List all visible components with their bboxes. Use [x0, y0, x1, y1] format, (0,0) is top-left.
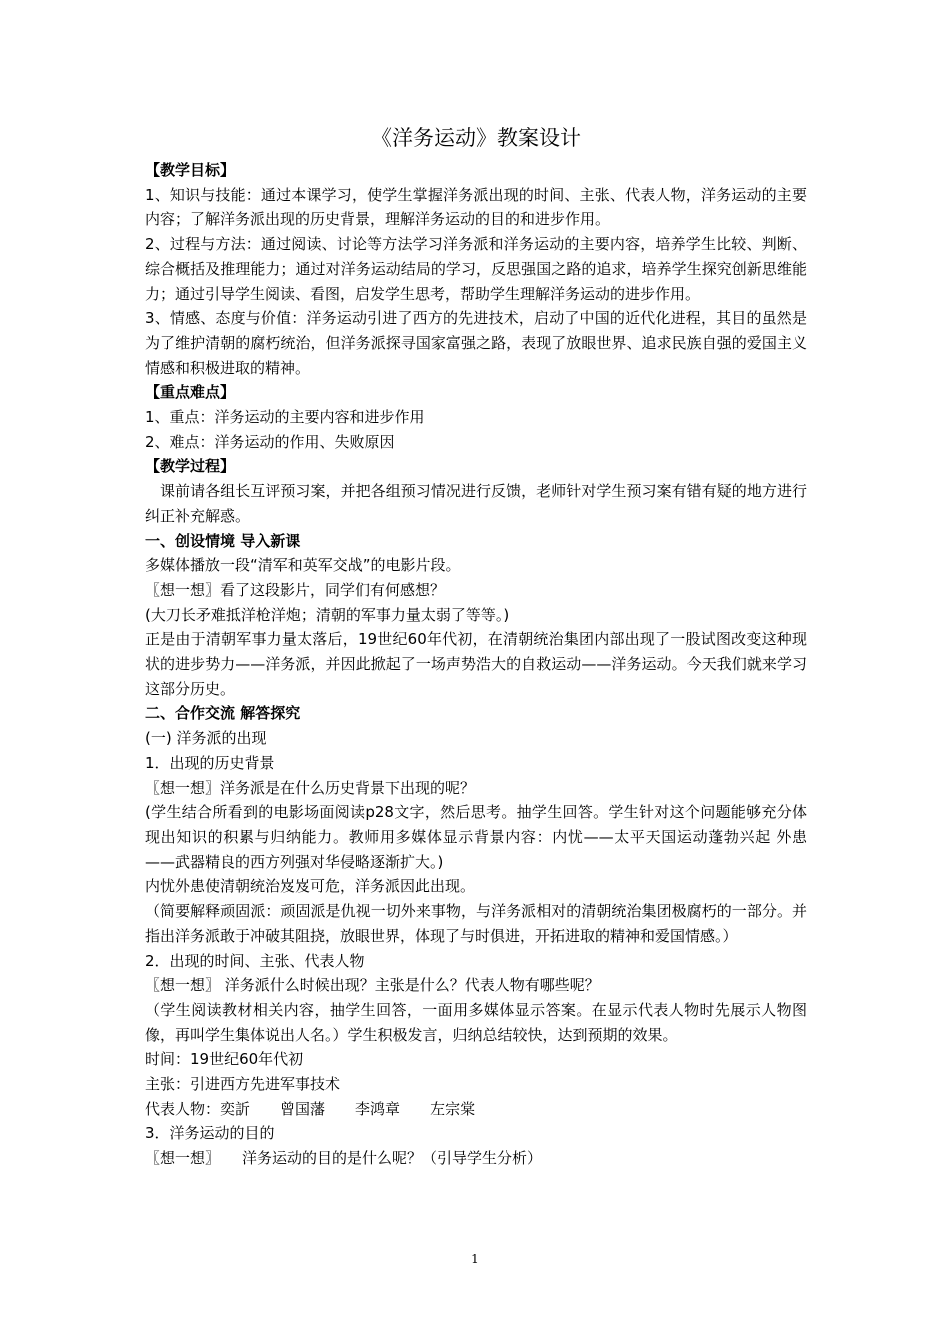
part2-heading: 二、合作交流 解答探究	[145, 704, 301, 723]
subsection-1-1-note: （简要解释顽固派：顽固派是仇视一切外来事物，与洋务派相对的清朝统治集团极腐朽的一部分。并指出洋务派敢于冲破其阻挠，放眼世界，体现了与时俱进，开拓进取的精神和爱国情感。）	[145, 902, 807, 945]
question-label: 〖想一想〗	[145, 1149, 221, 1168]
figure-name: 李鸿章	[355, 1099, 401, 1118]
figures-label: 代表人物：	[145, 1099, 221, 1118]
subsection-1-2: 2．出现的时间、主张、代表人物	[145, 951, 365, 970]
claim-line: 主张：引进西方先进军事技术	[145, 1075, 341, 1094]
part1-heading: 一、创设情境 导入新课	[145, 531, 301, 550]
time-line: 时间：19世纪60年代初	[145, 1050, 304, 1069]
subsection-1-2-answer: （学生阅读教材相关内容，抽学生回答，一面用多媒体显示答案。在显示代表人物时先展示人物图像，再叫学生集体说出人名。）学生积极发言，归纳总结较快，达到预期的效果。	[145, 1000, 807, 1044]
subsection-1: (一) 洋务派的出现	[145, 729, 267, 748]
keypoint-2: 2、难点：洋务运动的作用、失败原因	[145, 432, 395, 451]
objective-1: 1、知识与技能：通过本课学习，使学生掌握洋务派出现的时间、主张、代表人物，洋务运动的主要内容；了解洋务派出现的历史背景，理解洋务运动的目的和进步作用。	[145, 185, 807, 229]
document-body	[145, 120, 807, 1171]
part1-line-1: 多媒体播放一段“清军和英军交战”的电影片段。	[145, 556, 461, 575]
page-number: 1	[471, 1252, 479, 1266]
keypoints-heading: 【重点难点】	[145, 383, 236, 402]
subsection-1-1-summary: 内忧外患使清朝统治岌岌可危，洋务派因此出现。	[145, 877, 476, 896]
subsection-1-3: 3．洋务运动的目的	[145, 1124, 275, 1143]
figure-name: 奕訢	[220, 1099, 251, 1118]
figures-line	[145, 1097, 807, 1122]
objective-2: 2、过程与方法：通过阅读、讨论等方法学习洋务派和洋务运动的主要内容，培养学生比较、判断、综合概括及推理能力；通过对洋务运动结局的学习，反思强国之路的追求，培养学生探究创新思维能力；通过引导学生阅读、看图，启发学生思考，帮助学生理解洋务运动的进步作用。	[145, 235, 807, 303]
figure-name: 左宗棠	[430, 1099, 476, 1118]
process-intro: 课前请各组长互评预习案，并把各组预习情况进行反馈，老师针对学生预习案有错有疑的地方进行纠正补充解惑。	[145, 482, 807, 525]
subsection-1-1: 1．出现的历史背景	[145, 753, 275, 772]
question-text: 洋务运动的目的是什么呢？（引导学生分析）	[242, 1149, 543, 1168]
subsection-1-1-answer: (学生结合所看到的电影场面阅读p28文字，然后思考。抽学生回答。学生针对这个问题能够充分体现出知识的积累与归纳能力。教师用多媒体显示背景内容：内忧——太平天国运动蓬勃兴起 外患——武器精良的西方列强对华侵略逐渐扩大。)	[145, 803, 807, 871]
part1-line-2: 〖想一想〗看了这段影片，同学们有何感想？	[145, 580, 446, 599]
part1-line-3: (大刀长矛难抵洋枪洋炮；清朝的军事力量太弱了等等。)	[145, 605, 510, 624]
objective-3: 3、情感、态度与价值：洋务运动引进了西方的先进技术，启动了中国的近代化进程，其目的虽然是为了维护清朝的腐朽统治，但洋务派探寻国家富强之路，表现了放眼世界、追求民族自强的爱国主义情感和积极进取的精神。	[145, 309, 807, 377]
subsection-1-1-question: 〖想一想〗洋务派是在什么历史背景下出现的呢？	[145, 778, 476, 797]
keypoint-1: 1、重点：洋务运动的主要内容和进步作用	[145, 408, 425, 427]
part1-line-4: 正是由于清朝军事力量太落后，19世纪60年代初，在清朝统治集团内部出现了一股试图改变这种现状的进步势力——洋务派，并因此掀起了一场声势浩大的自救运动——洋务运动。今天我们就来学习这部分历史。	[145, 630, 807, 698]
figure-name: 曾国藩	[280, 1099, 326, 1118]
process-heading: 【教学过程】	[145, 457, 236, 476]
subsection-1-3-question	[145, 1146, 807, 1171]
document-title: 《洋务运动》教案设计	[371, 126, 581, 150]
objectives-heading: 【教学目标】	[145, 161, 236, 179]
subsection-1-2-question: 〖想一想〗 洋务派什么时候出现？主张是什么？代表人物有哪些呢？	[145, 976, 600, 995]
